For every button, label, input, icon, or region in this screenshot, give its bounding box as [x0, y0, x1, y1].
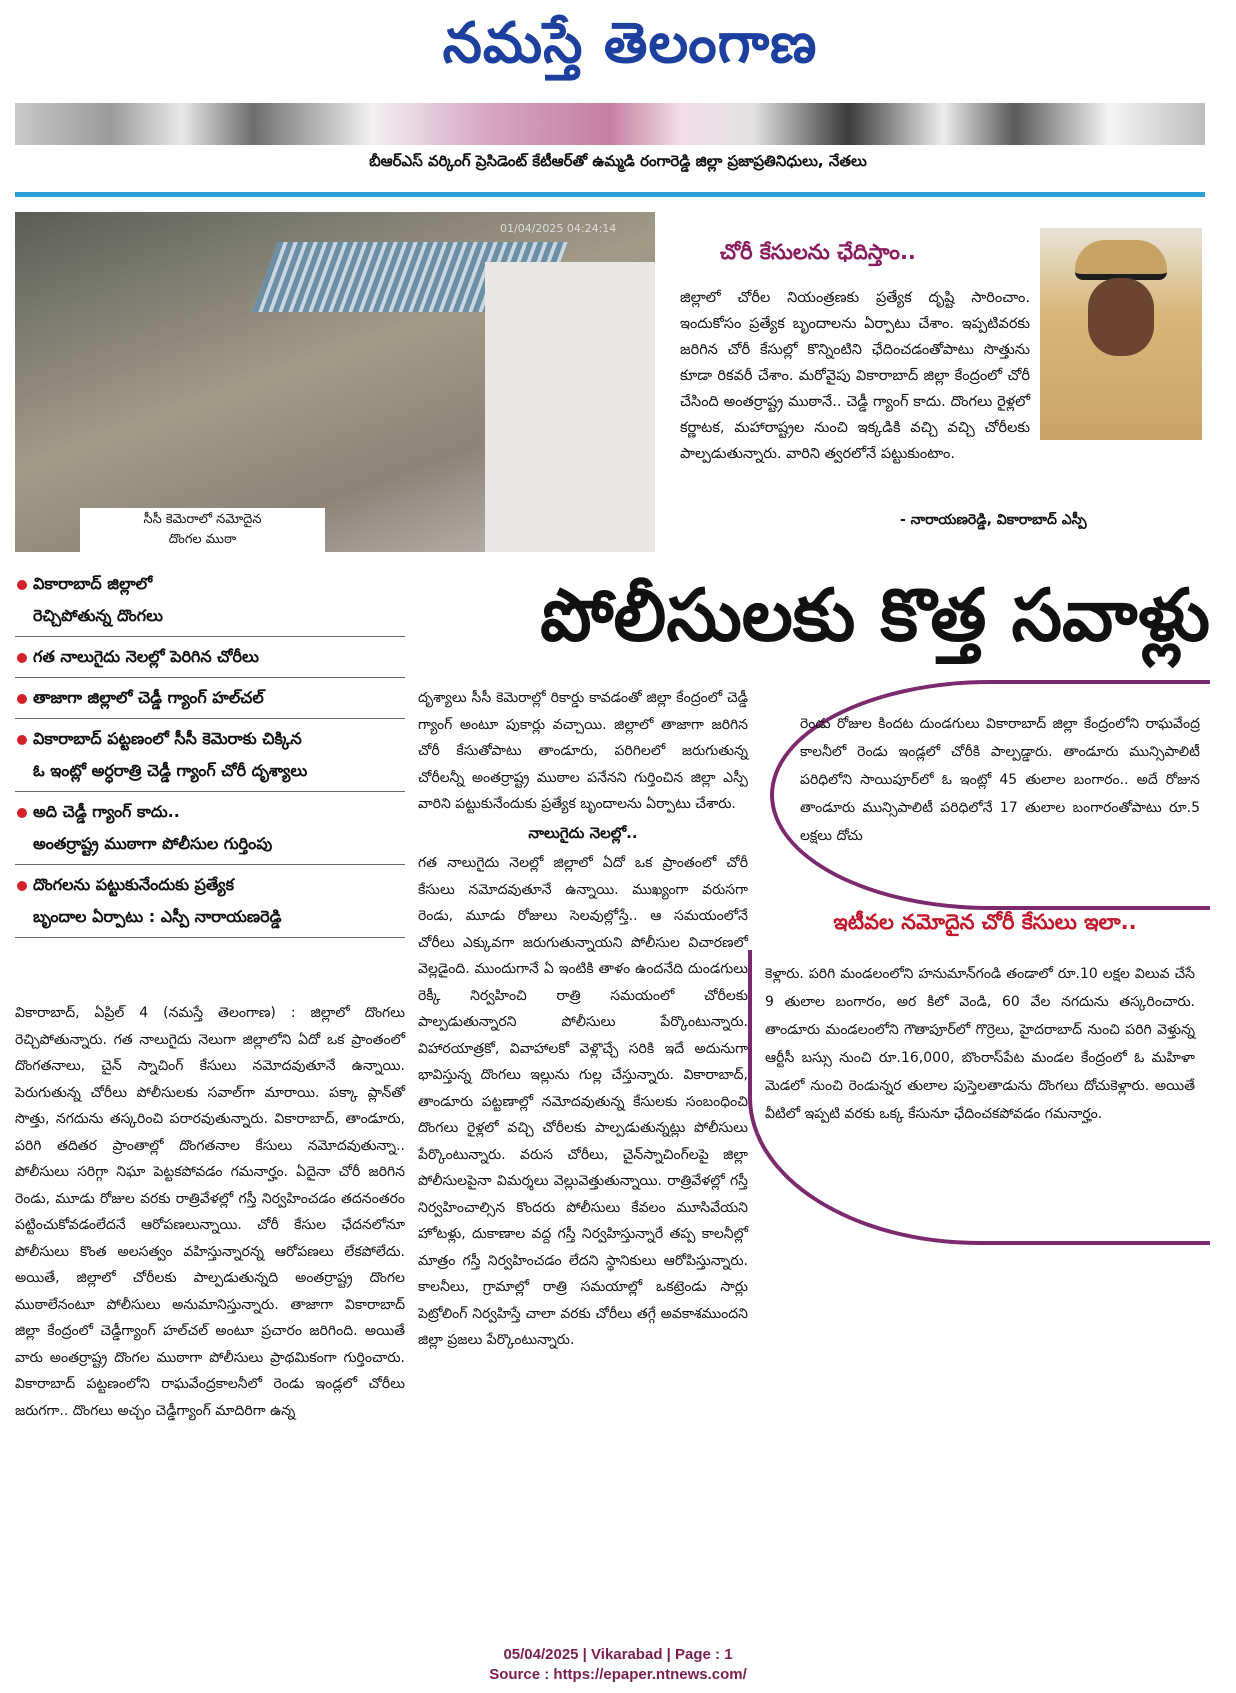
- article-column-1: వికారాబాద్, ఏప్రిల్ 4 (నమస్తే తెలంగాణ) : జిల్లాలో దొంగలు రెచ్చిపోతున్నారు. గత నాలుగైదు నెలుగా జిల్లాలోని ఏదో ఒక ప్రాంతంలో దొంగతనాలు, చైన్ స్నాచింగ్ కేసులు నమోదవుతూనే ఉన్నాయి. పెరుగుతున్న చోరీలు పోలీసులకు సవాల్‌గా మారాయి. పక్కా ప్లాన్‌తో సొత్తు, నగదును తస్కరించి పరారవుతున్నారు. వికారాబాద్, తాండూరు, పరిగి తదితర ప్రాంతాల్లో దొంగతనాల కేసులు నమోదవుతున్నా.. పోలీసులు సరిగ్గా నిఘా పెట్టకపోవడం గమనార్హం. ఏదైనా చోరీ జరిగిన రెండు, మూడు రోజుల వరకు రాత్రివేళల్లో గస్తీ నిర్వహించడం తదనంతరం పట్టించుకోవడంలేదనే ఆరోపణలున్నాయి. చోరీ కేసుల ఛేదనలోనూ పోలీసులు కొంత అలసత్వం వహిస్తున్నారన్న ఆరోపణలు లేకపోలేదు. అయితే, జిల్లాలో చోరీలకు పాల్పడుతున్నది అంతర్రాష్ట్ర దొంగల ముఠాలేనంటూ పోలీసులు అనుమానిస్తున్నారు. తాజాగా వికారాబాద్ జిల్లా కేంద్రంలో చెడ్డీగ్యాంగ్ హల్‌చల్ అంటూ ప్రచారం జరిగింది. అయితే వారు అంతర్రాష్ట్ర దొంగల ముఠాగా పోలీసులు ప్రాథమికంగా గుర్తించారు. వికారాబాద్ పట్టణంలోని రాఘవేంద్రకాలనీలో రెండు ఇండ్లలో చోరీలు జరుగగా.. దొంగలు అచ్చం చెడ్డీగ్యాంగ్ మాదిరిగా ఉన్న: [15, 1005, 405, 1419]
- highlight-item: గత నాలుగైదు నెలల్లో పెరిగిన చోరీలు: [15, 641, 405, 678]
- divider-rule: [15, 192, 1205, 197]
- footer-source: Source : https://epaper.ntnews.com/: [489, 1666, 747, 1683]
- article-column-2: దృశ్యాలు సీసీ కెమెరాల్లో రికార్డు కావడంతో జిల్లా కేంద్రంలో చెడ్డీ గ్యాంగ్ అంటూ పుకార్లు వచ్చాయి. జిల్లాలో తాజాగా జరిగిన చోరీ కేసుతోపాటు తాండూరు, పరిగిలలో జరుగుతున్న చోరీలన్నీ అంతర్రాష్ట్ర ముఠాల పనేనని గుర్తించిన జిల్లా ఎస్పీ వారిని పట్టుకునేందుకు ప్రత్యేక బృందాలను ఏర్పాటు చేశారు. నాలుగైదు నెలల్లో.. గత నాలుగైదు నెలల్లో జిల్లాలో ఏదో ఒక ప్రాంతంలో చోరీ కేసులు నమోదవుతూనే ఉన్నాయి. ముఖ్యంగా వరుసగా రెండు, మూడు రోజులు సెలవుల్లోస్తే.. ఆ సమయంలోనే చోరీలు ఎక్కువగా జరుగుతున్నాయని పోలీసుల విచారణలో వెల్లడైంది. ముందుగానే ఏ ఇంటికి తాళం ఉందనేది దుండగులు రెక్కీ నిర్వహించి రాత్రి సమయంలో చోరీలకు పాల్పడుతున్నారని పోలీసులు పేర్కొంటున్నారు. విహారయాత్రకో, వివాహాలకో వెళ్లొచ్చే సరికి ఇదే అదునుగా భావిస్తున్న దొంగలు ఇల్లును గుల్ల చేస్తున్నారు. వికారాబాద్, తాండూరు పట్టణాల్లో నమోదవుతున్న కేసులకు సంబంధించి దొంగలు రైళ్లలో వచ్చి చోరీలకు పాల్పడుతున్నట్లు పోలీసులు పేర్కొంటున్నారు. వరుస చోరీలు, చైన్‌స్నాచింగ్‌లపై జిల్లా పోలీసులపైనా విమర్శలు వెల్లువెత్తుతున్నాయి. రాత్రివేళల్లో గస్తీ నిర్వహించాల్సిన కొందరు పోలీసులు కేవలం మూసివేయని హోటళ్లు, దుకాణాల వద్ద గస్తీ నిర్వహిస్తున్నారే తప్ప కాలనీల్లో మాత్రం గస్తీ నిర్వహించడం లేదని స్థానికులు ఆరోపిస్తున్నారు. కాలనీలు, గ్రామాల్లో రాత్రి సమయాల్లో ఒకట్రెండు సార్లు పెట్రోలింగ్ నిర్వహిస్తే చాలా వరకు చోరీలు తగ్గే అవకాశముందని జిల్లా ప్రజలు పేర్కొంటున్నారు.: [418, 690, 748, 1348]
- cctv-photo: [15, 212, 655, 552]
- highlight-item: అది చెడ్డీ గ్యాంగ్ కాదు.. అంతర్రాష్ట్ర ముఠాగా పోలీసుల గుర్తింపు: [15, 796, 405, 865]
- sidebar-title: ఇటీవల నమోదైన చోరీ కేసులు ఇలా..: [833, 910, 1137, 934]
- top-photo-caption: బీఆర్ఎస్ వర్కింగ్ ప్రెసిడెంట్ కేటీఆర్‌తో ఉమ్మడి రంగారెడ్డి జిల్లా ప్రజాప్రతినిధులు, నేతలు: [369, 152, 867, 170]
- cctv-timestamp: 01/04/2025 04:24:14: [500, 222, 617, 235]
- highlight-item: దొంగలను పట్టుకునేందుకు ప్రత్యేక బృందాల ఏర్పాటు : ఎస్పీ నారాయణరెడ్డి: [15, 869, 405, 938]
- top-photo-strip: [15, 103, 1205, 145]
- highlight-item: వికారాబాద్ పట్టణంలో సీసీ కెమెరాకు చిక్కిన ఓ ఇంట్లో అర్ధరాత్రి చెడ్డీ గ్యాంగ్ చోరీ దృశ్యాలు: [15, 723, 405, 792]
- highlight-item: తాజాగా జిల్లాలో చెడ్డీ గ్యాంగ్ హల్‌చల్: [15, 682, 405, 719]
- main-headline: పోలీసులకు కొత్త సవాళ్లు: [540, 573, 1210, 657]
- sidebar-text-top: రెండు రోజుల కిందట దుండగులు వికారాబాద్ జిల్లా కేంద్రంలోని రాఘవేంద్ర కాలనీలో రెండు ఇండ్లలో చోరీకి పాల్పడ్డారు. తాండూరు మున్సిపాలిటీ పరిధిలోని సాయిపూర్‌లో ఓ ఇంట్లో 45 తులాల బంగారం.. అదే రోజున తాండూరు మున్సిపాలిటీ పరిధిలోనే 17 తులాల బంగారంతోపాటు రూ.5 లక్షలు దోచు: [800, 716, 1200, 844]
- page-footer: [0, 1645, 1236, 1685]
- sp-portrait: [1040, 228, 1202, 440]
- masthead-logo: నమస్తే తెలంగాణ: [442, 10, 818, 76]
- cctv-photo-caption: సీసీ కెమెరాలో నమోదైన దొంగల ముఠా: [80, 508, 325, 552]
- highlight-item: వికారాబాద్ జిల్లాలో రెచ్చిపోతున్న దొంగలు: [15, 568, 405, 637]
- sidebar-text-bottom: కెళ్లారు. పరిగి మండలంలోని హనుమాన్‌గండి తండాలో రూ.10 లక్షల విలువ చేసే 9 తులాల బంగారం, అర కిలో వెండి, 60 వేల నగదును తస్కరించారు. తాండూరు మండలంలోని గౌతాపూర్‌లో గొర్రెలు, హైదరాబాద్ నుంచి పరిగి వెళ్తున్న ఆర్టీసీ బస్సు నుంచి రూ.16,000, బొంరాస్‌పేట మండల కేంద్రంలో ఓ మహిళా మెడలో నుంచి రెండున్నర తులాల పుస్తెలతాడును దొంగలు దోచుకెళ్లారు. అయితే వీటిలో ఇప్పటి వరకు ఒక్క కేసునూ ఛేదించకపోవడం గమనార్హం.: [765, 966, 1195, 1122]
- footer-date-page: 05/04/2025 | Vikarabad | Page : 1: [503, 1646, 733, 1663]
- quote-text: జిల్లాలో చోరీల నియంత్రణకు ప్రత్యేక దృష్టి సారించాం. ఇందుకోసం ప్రత్యేక బృందాలను ఏర్పాటు చేశాం. ఇప్పటివరకు జరిగిన చోరీ కేసుల్లో కొన్నింటిని ఛేదించడంతోపాటు సొత్తును కూడా రికవరీ చేశాం. మరోవైపు వికారాబాద్ జిల్లా కేంద్రంలో చోరీ చేసింది అంతర్రాష్ట్ర ముఠానే.. చెడ్డీ గ్యాంగ్ కాదు. దొంగలు రైళ్లలో కర్ణాటక, మహారాష్ట్రల నుంచి ఇక్కడికి వచ్చి వచ్చి చోరీలకు పాల్పడుతున్నారు. వారిని త్వరలోనే పట్టుకుంటాం.: [680, 290, 1030, 462]
- column-subhead: నాలుగైదు నెలల్లో..: [528, 823, 638, 842]
- quote-signature: - నారాయణరెడ్డి, వికారాబాద్ ఎస్పీ: [900, 512, 1087, 528]
- quote-title: చోరీ కేసులను ఛేదిస్తాం..: [720, 240, 916, 264]
- highlights-list: [15, 568, 405, 942]
